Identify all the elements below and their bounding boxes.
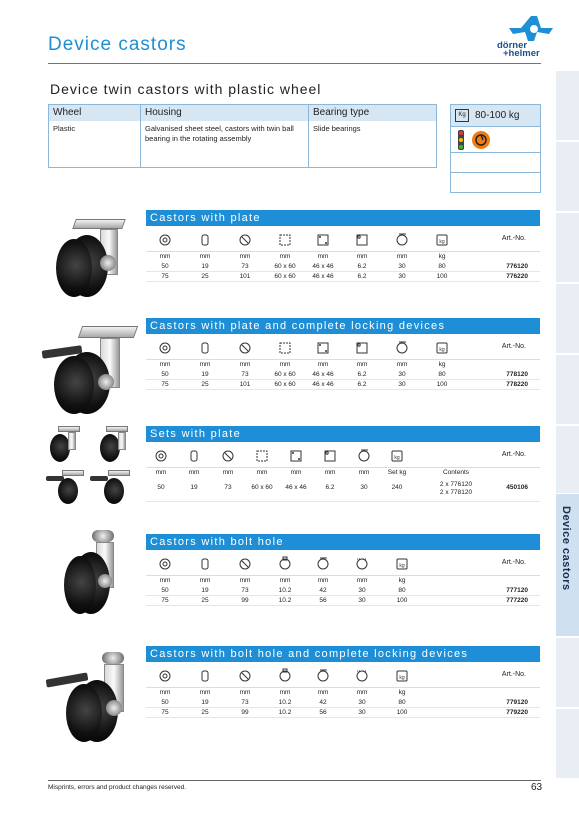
unit-cell: mm bbox=[256, 469, 268, 476]
spec-table bbox=[48, 104, 437, 168]
product-title: Sets with plate bbox=[146, 426, 540, 442]
cell: 30 bbox=[398, 263, 406, 270]
total-height-icon bbox=[238, 232, 252, 246]
unit-cell: kg bbox=[438, 361, 446, 368]
side-tab-label: Device castors bbox=[560, 506, 572, 591]
load-capacity-icon bbox=[395, 668, 409, 682]
cell: 25 bbox=[201, 709, 209, 716]
bolt-hole-icon bbox=[278, 556, 292, 570]
art-no-cell: 776120 bbox=[506, 263, 528, 270]
art-no-cell: 450106 bbox=[506, 484, 528, 491]
cell: 10.2 bbox=[278, 709, 292, 716]
table-row bbox=[146, 596, 540, 606]
cell: 73 bbox=[241, 263, 249, 270]
unit-cell: mm bbox=[356, 361, 368, 368]
cell: 80 bbox=[438, 371, 446, 378]
art-no-header: Art.-No. bbox=[501, 671, 526, 678]
bolt-hole-icon bbox=[355, 340, 369, 354]
unit-cell: kg bbox=[438, 253, 446, 260]
cell: 60 x 60 bbox=[251, 484, 273, 491]
cell: 56 bbox=[319, 597, 327, 604]
total-height-icon bbox=[238, 340, 252, 354]
cell: 73 bbox=[241, 699, 249, 706]
unit-cell: mm bbox=[199, 577, 211, 584]
unit-cell: mm bbox=[317, 361, 329, 368]
product-sets-with-plate bbox=[146, 426, 540, 502]
wheel-diameter-icon bbox=[158, 668, 172, 682]
spec-header-housing: Housing bbox=[141, 105, 309, 121]
contents-cell bbox=[440, 481, 472, 497]
side-strip bbox=[556, 70, 579, 140]
cell: 100 bbox=[436, 273, 448, 280]
unit-cell: mm bbox=[317, 689, 329, 696]
unit-cell: mm bbox=[159, 577, 171, 584]
unit-cell: kg bbox=[398, 689, 406, 696]
unit-cell: mm bbox=[290, 469, 302, 476]
wheel-width-icon bbox=[198, 556, 212, 570]
offset-icon bbox=[395, 340, 409, 354]
cell: 101 bbox=[239, 273, 251, 280]
art-no-cell: 779120 bbox=[506, 699, 528, 706]
cell: 99 bbox=[241, 597, 249, 604]
svg-text:kg: kg bbox=[399, 563, 405, 569]
cell: 30 bbox=[358, 597, 366, 604]
plate-size-icon bbox=[278, 340, 292, 354]
cell: 19 bbox=[190, 484, 198, 491]
hole-spacing-icon bbox=[316, 340, 330, 354]
wheel-diameter-icon bbox=[158, 232, 172, 246]
product-castors-plate-locking bbox=[146, 318, 540, 390]
art-no-cell: 777120 bbox=[506, 587, 528, 594]
cell: 240 bbox=[391, 484, 403, 491]
unit-cell: mm bbox=[155, 469, 167, 476]
spec-wheel: Plastic bbox=[49, 121, 141, 167]
unit-cell: Contents bbox=[442, 469, 470, 476]
total-height-icon bbox=[238, 668, 252, 682]
unit-cell: mm bbox=[239, 689, 251, 696]
table-row bbox=[146, 370, 540, 380]
bolt-hole-icon bbox=[323, 448, 337, 462]
art-no-cell: 778120 bbox=[506, 371, 528, 378]
plate-size-icon bbox=[278, 232, 292, 246]
cell: 42 bbox=[319, 587, 327, 594]
unit-cell: mm bbox=[199, 689, 211, 696]
side-strip bbox=[556, 354, 579, 424]
cell: 6.2 bbox=[325, 484, 335, 491]
contents-line: 2 x 776120 bbox=[439, 481, 473, 488]
unit-cell: mm bbox=[239, 253, 251, 260]
unit-cell: mm bbox=[356, 577, 368, 584]
cell: 50 bbox=[161, 587, 169, 594]
unit-cell: Set kg bbox=[387, 469, 407, 476]
cell: 56 bbox=[319, 709, 327, 716]
cell: 30 bbox=[398, 381, 406, 388]
offset-icon bbox=[316, 556, 330, 570]
spec-header-bearing: Bearing type bbox=[313, 107, 370, 118]
cell: 19 bbox=[201, 263, 209, 270]
cell: 46 x 46 bbox=[285, 484, 307, 491]
table-row bbox=[146, 586, 540, 596]
cell: 73 bbox=[241, 587, 249, 594]
cell: 60 x 60 bbox=[274, 263, 296, 270]
wheel-diameter-icon bbox=[158, 556, 172, 570]
cell: 46 x 46 bbox=[312, 371, 334, 378]
cell: 25 bbox=[201, 381, 209, 388]
footer-note: Misprints, errors and product changes reserved. bbox=[48, 784, 187, 791]
cell: 75 bbox=[161, 381, 169, 388]
cell: 100 bbox=[436, 381, 448, 388]
cell: 60 x 60 bbox=[274, 273, 296, 280]
art-no-cell: 776220 bbox=[506, 273, 528, 280]
cell: 6.2 bbox=[357, 381, 367, 388]
unit-cell: mm bbox=[279, 361, 291, 368]
cell: 46 x 46 bbox=[312, 273, 334, 280]
logo-text-2: +helmer bbox=[503, 48, 540, 59]
product-title: Castors with plate bbox=[146, 210, 540, 226]
cell: 100 bbox=[396, 709, 408, 716]
art-no-header: Art.-No. bbox=[501, 343, 526, 350]
logo-text-1: dörner bbox=[497, 40, 528, 51]
unit-cell: mm bbox=[358, 469, 370, 476]
wheel-width-icon bbox=[187, 448, 201, 462]
cell: 75 bbox=[161, 597, 169, 604]
cell: 50 bbox=[161, 263, 169, 270]
bolt-hole-icon bbox=[355, 232, 369, 246]
cell: 30 bbox=[358, 709, 366, 716]
load-capacity-box bbox=[450, 104, 541, 193]
spec-housing: Galvanised sheet steel, castors with twin ball bearing in the rotating assembly bbox=[141, 121, 309, 167]
contents-line: 2 x 778120 bbox=[439, 489, 473, 496]
load-capacity-icon bbox=[395, 556, 409, 570]
product-title: Castors with plate and complete locking devices bbox=[146, 318, 540, 334]
unit-cell: mm bbox=[396, 253, 408, 260]
castor-bolt-locking-image bbox=[46, 650, 142, 744]
wheel-width-icon bbox=[198, 232, 212, 246]
art-no-header: Art.-No. bbox=[501, 451, 526, 458]
wheel-width-icon bbox=[198, 668, 212, 682]
unit-cell: mm bbox=[356, 689, 368, 696]
plate-size-icon bbox=[255, 448, 269, 462]
product-castors-bolt-locking bbox=[146, 646, 540, 718]
cell: 50 bbox=[157, 484, 165, 491]
brand-logo bbox=[497, 14, 557, 60]
unit-cell: mm bbox=[279, 577, 291, 584]
weight-icon: Kg bbox=[455, 109, 469, 122]
cell: 19 bbox=[201, 587, 209, 594]
cell: 73 bbox=[241, 371, 249, 378]
cell: 19 bbox=[201, 371, 209, 378]
page-number: 63 bbox=[531, 782, 543, 793]
svg-text:kg: kg bbox=[439, 239, 445, 245]
unit-cell: mm bbox=[222, 469, 234, 476]
total-height-icon bbox=[238, 556, 252, 570]
cell: 6.2 bbox=[357, 263, 367, 270]
unit-cell: kg bbox=[398, 577, 406, 584]
page-title: Device castors bbox=[48, 34, 187, 55]
cell: 73 bbox=[224, 484, 232, 491]
load-capacity-icon bbox=[435, 340, 449, 354]
art-no-header: Art.-No. bbox=[501, 235, 526, 242]
cell: 75 bbox=[161, 273, 169, 280]
cell: 80 bbox=[438, 263, 446, 270]
unit-cell: mm bbox=[239, 361, 251, 368]
cell: 30 bbox=[360, 484, 368, 491]
offset-icon bbox=[316, 668, 330, 682]
load-capacity-icon bbox=[435, 232, 449, 246]
art-no-header: Art.-No. bbox=[501, 559, 526, 566]
cell: 30 bbox=[358, 699, 366, 706]
unit-cell: mm bbox=[199, 361, 211, 368]
bolt-hole-icon bbox=[278, 668, 292, 682]
side-strip bbox=[556, 637, 579, 707]
table-row bbox=[146, 272, 540, 282]
unit-cell: mm bbox=[279, 253, 291, 260]
art-no-cell: 778220 bbox=[506, 381, 528, 388]
castor-with-plate-image bbox=[56, 213, 132, 303]
unit-cell: mm bbox=[199, 253, 211, 260]
cell: 50 bbox=[161, 699, 169, 706]
cell: 30 bbox=[398, 273, 406, 280]
svg-text:kg: kg bbox=[399, 675, 405, 681]
product-title: Castors with bolt hole and complete locking devices bbox=[146, 646, 540, 662]
traffic-light-icon bbox=[458, 130, 464, 150]
cell: 100 bbox=[396, 597, 408, 604]
spec-bearing: Slide bearings bbox=[313, 124, 361, 133]
art-no-cell: 777220 bbox=[506, 597, 528, 604]
unit-cell: mm bbox=[239, 577, 251, 584]
side-tab-device-castors[interactable] bbox=[556, 494, 579, 636]
castor-bolt-hole-image bbox=[64, 530, 128, 618]
product-title: Castors with bolt hole bbox=[146, 534, 540, 550]
wheel-diameter-icon bbox=[158, 340, 172, 354]
side-strip bbox=[556, 283, 579, 353]
unit-cell: mm bbox=[324, 469, 336, 476]
cell: 19 bbox=[201, 699, 209, 706]
cell: 60 x 60 bbox=[274, 381, 296, 388]
cell: 50 bbox=[161, 371, 169, 378]
unit-cell: mm bbox=[396, 361, 408, 368]
table-row bbox=[146, 380, 540, 390]
castor-locking-plate-image bbox=[40, 322, 144, 416]
table-row bbox=[146, 698, 540, 708]
svg-text:kg: kg bbox=[439, 347, 445, 353]
wheel-diameter-icon bbox=[154, 448, 168, 462]
cell: 25 bbox=[201, 273, 209, 280]
castor-set-image bbox=[46, 424, 142, 506]
cell: 42 bbox=[319, 699, 327, 706]
section-title: Device twin castors with plastic wheel bbox=[50, 81, 322, 97]
hole-spacing-icon bbox=[316, 232, 330, 246]
cell: 10.2 bbox=[278, 597, 292, 604]
unit-cell: mm bbox=[159, 253, 171, 260]
offset-icon bbox=[357, 448, 371, 462]
product-castors-with-plate bbox=[146, 210, 540, 282]
cell: 30 bbox=[398, 371, 406, 378]
unit-cell: mm bbox=[188, 469, 200, 476]
cell: 101 bbox=[239, 381, 251, 388]
unit-cell: mm bbox=[356, 253, 368, 260]
side-strip bbox=[556, 708, 579, 778]
cell: 80 bbox=[398, 587, 406, 594]
cell: 80 bbox=[398, 699, 406, 706]
table-row bbox=[146, 262, 540, 272]
side-strip bbox=[556, 425, 579, 493]
svg-text:kg: kg bbox=[394, 455, 400, 461]
unit-cell: mm bbox=[317, 577, 329, 584]
cell: 10.2 bbox=[278, 587, 292, 594]
swivel-radius-icon bbox=[355, 668, 369, 682]
table-row bbox=[146, 478, 540, 502]
unit-cell: mm bbox=[159, 361, 171, 368]
wheel-width-icon bbox=[198, 340, 212, 354]
total-height-icon bbox=[221, 448, 235, 462]
hole-spacing-icon bbox=[289, 448, 303, 462]
product-castors-bolt-hole bbox=[146, 534, 540, 606]
footer-divider bbox=[48, 780, 541, 781]
cell: 60 x 60 bbox=[274, 371, 296, 378]
art-no-cell: 779220 bbox=[506, 709, 528, 716]
side-strip bbox=[556, 212, 579, 282]
unit-cell: mm bbox=[159, 689, 171, 696]
quality-badge-icon bbox=[472, 131, 490, 149]
unit-cell: mm bbox=[279, 689, 291, 696]
cell: 6.2 bbox=[357, 273, 367, 280]
header-divider bbox=[48, 63, 541, 64]
cell: 25 bbox=[201, 597, 209, 604]
cell: 46 x 46 bbox=[312, 381, 334, 388]
cell: 30 bbox=[358, 587, 366, 594]
spec-header-wheel: Wheel bbox=[49, 105, 141, 121]
cell: 10.2 bbox=[278, 699, 292, 706]
cell: 75 bbox=[161, 709, 169, 716]
load-capacity-icon bbox=[390, 448, 404, 462]
offset-icon bbox=[395, 232, 409, 246]
side-strip bbox=[556, 141, 579, 211]
swivel-radius-icon bbox=[355, 556, 369, 570]
cell: 99 bbox=[241, 709, 249, 716]
unit-cell: mm bbox=[317, 253, 329, 260]
cell: 46 x 46 bbox=[312, 263, 334, 270]
cell: 6.2 bbox=[357, 371, 367, 378]
load-range: 80-100 kg bbox=[475, 110, 520, 121]
table-row bbox=[146, 708, 540, 718]
